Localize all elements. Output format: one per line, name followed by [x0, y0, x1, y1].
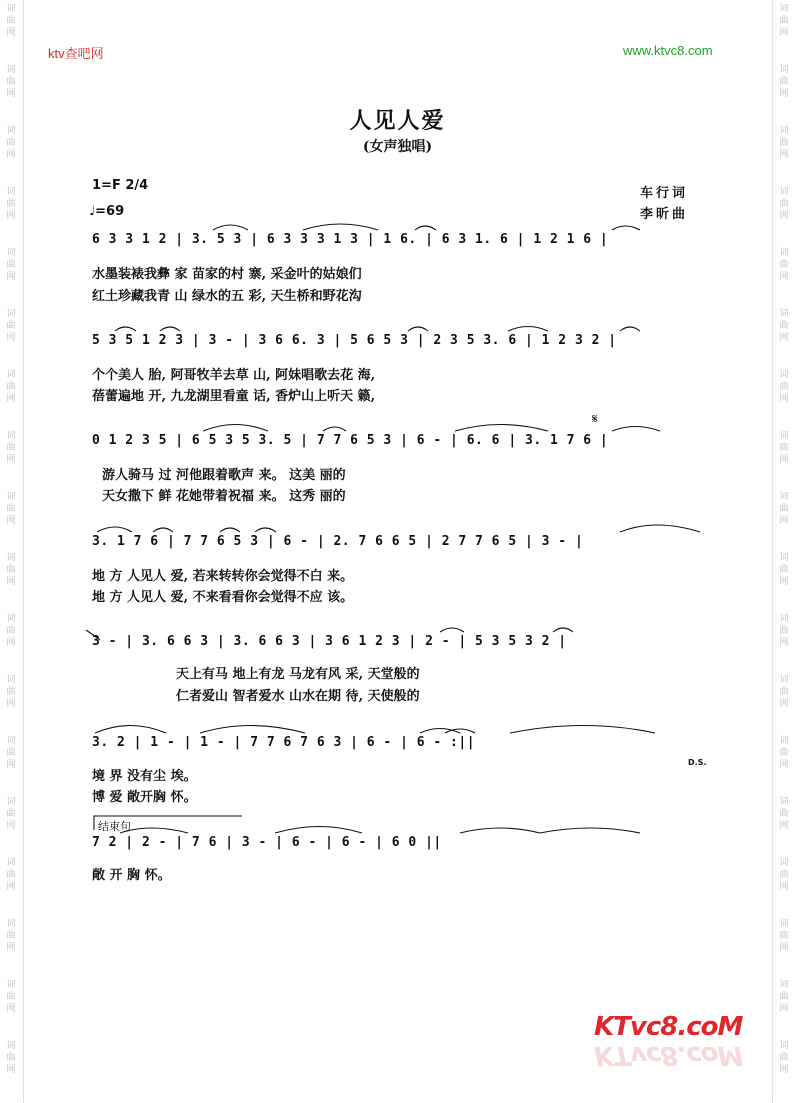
score-line-2-lyrics-verse1: 个个美人 胎, 阿哥牧羊去草 山, 阿妹唱歌去花 海,	[92, 368, 376, 383]
side-watermark-char: 网	[779, 1004, 789, 1014]
side-watermark-char: 词	[6, 187, 16, 197]
slur	[415, 226, 436, 230]
slur	[440, 628, 464, 632]
side-watermark-char: 曲	[6, 565, 16, 575]
side-watermark-char: 网	[779, 882, 789, 892]
slur	[200, 726, 305, 734]
slur	[540, 828, 640, 833]
side-watermark-char: 词	[6, 858, 16, 868]
side-watermark-char: 曲	[6, 443, 16, 453]
side-watermark-char: 曲	[6, 16, 16, 26]
score-line-6-lyrics-verse2: 博 爱 敞开胸 怀。	[92, 790, 197, 805]
side-watermark-char: 词	[779, 248, 789, 258]
side-watermark-char: 曲	[779, 77, 789, 87]
side-watermark-char: 词	[6, 675, 16, 685]
side-watermark-char: 词	[6, 126, 16, 136]
slur	[455, 425, 548, 432]
side-watermark-char: 曲	[779, 870, 789, 880]
side-watermark-char: 曲	[779, 443, 789, 453]
side-watermark-char: 词	[779, 675, 789, 685]
side-watermark-char: 词	[779, 187, 789, 197]
side-watermark-char: 网	[779, 943, 789, 953]
slur	[275, 827, 362, 834]
slur	[408, 327, 428, 331]
score-line-2-lyrics-verse2: 蓓蕾遍地 开, 九龙湖里看童 话, 香炉山上听天 籁,	[92, 389, 376, 404]
side-watermark-char: 曲	[6, 321, 16, 331]
score-line-1-notes: 6 3 3 1 2 | 3. 5 3 | 6 3 3 3 1 3 | 1 6. | 6 3 1. 6 | 1 2 1 6 |	[92, 232, 609, 247]
side-watermark-char: 曲	[779, 1053, 789, 1063]
slur	[303, 224, 378, 230]
slur	[115, 327, 136, 331]
side-watermark-char: 网	[779, 89, 789, 99]
side-watermark-char: 网	[779, 150, 789, 160]
slur	[120, 828, 188, 833]
side-watermark-char: 网	[6, 333, 16, 343]
side-watermark-char: 网	[779, 333, 789, 343]
dal-segno-mark: D.S.	[688, 758, 707, 767]
side-watermark-char: 曲	[779, 565, 789, 575]
side-watermark-char: 曲	[6, 626, 16, 636]
side-watermark-char: 网	[779, 211, 789, 221]
side-watermark-char: 曲	[779, 931, 789, 941]
side-watermark-char: 词	[779, 1041, 789, 1051]
slur	[86, 630, 100, 640]
side-watermark-char: 网	[6, 394, 16, 404]
score-line-1-lyrics-verse2: 红土珍藏我青 山 绿水的五 彩, 天生桥和野花沟	[92, 289, 362, 304]
slur	[620, 525, 700, 532]
slur	[510, 726, 655, 734]
side-watermark-char: 词	[6, 614, 16, 624]
side-watermark-char: 曲	[6, 138, 16, 148]
score-line-6-notes: 3. 2 | 1 - | 1 - | 7 7 6 7 6 3 | 6 - | 6 - :||	[92, 735, 476, 750]
slur	[508, 327, 548, 332]
side-watermark-char: 词	[6, 370, 16, 380]
side-watermark-char: 网	[6, 150, 16, 160]
side-watermark-char: 曲	[6, 931, 16, 941]
side-watermark-char: 网	[6, 882, 16, 892]
side-watermark-char: 网	[779, 272, 789, 282]
side-watermark-char: 网	[6, 89, 16, 99]
side-watermark-char: 曲	[779, 626, 789, 636]
side-watermark-char: 曲	[6, 809, 16, 819]
side-watermark-char: 曲	[779, 992, 789, 1002]
side-watermark-char: 网	[779, 821, 789, 831]
side-watermark-char: 词	[779, 492, 789, 502]
side-watermark-char: 网	[779, 577, 789, 587]
side-watermark-char: 词	[779, 431, 789, 441]
side-watermark-char: 曲	[779, 260, 789, 270]
song-subtitle: (女声独唱)	[362, 139, 433, 155]
side-watermark-char: 网	[6, 943, 16, 953]
side-watermark-char: 网	[779, 760, 789, 770]
side-watermark-char: 词	[779, 309, 789, 319]
side-watermark-char: 词	[779, 126, 789, 136]
score-line-5-lyrics-verse1: 天上有马 地上有龙 马龙有风 采, 天堂般的	[176, 667, 420, 682]
score-line-3-lyrics-verse2: 天女撒下 鲜 花她带着祝福 来。 这秀 丽的	[102, 489, 346, 504]
side-watermark-char: 词	[779, 797, 789, 807]
side-watermark-char: 网	[779, 394, 789, 404]
side-watermark-char: 词	[6, 1041, 16, 1051]
score-line-4-lyrics-verse1: 地 方 人见人 爱, 若来转转你会觉得不白 来。	[92, 569, 354, 584]
side-watermark-char: 网	[6, 638, 16, 648]
slur	[255, 528, 276, 532]
side-watermark-char: 网	[6, 1004, 16, 1014]
side-watermark-char: 网	[779, 638, 789, 648]
side-watermark-char: 词	[6, 797, 16, 807]
slur	[203, 425, 268, 432]
score-line-3-notes: 0 1 2 3 5 | 6 5 3 5 3. 5 | 7 7 6 5 3 | 6 - | 6. 6 | 3. 1 7 6 |	[92, 433, 609, 448]
side-watermark-char: 曲	[6, 992, 16, 1002]
side-watermark-char: 词	[779, 370, 789, 380]
score-line-3-lyrics-verse1: 游人骑马 过 河他跟着歌声 来。 这美 丽的	[102, 468, 346, 483]
side-watermark-char: 曲	[779, 16, 789, 26]
side-watermark-char: 网	[6, 211, 16, 221]
slur	[323, 427, 346, 431]
side-watermark-char: 网	[6, 577, 16, 587]
side-watermark-char: 曲	[6, 870, 16, 880]
side-watermark-char: 曲	[6, 748, 16, 758]
side-watermark-char: 曲	[6, 382, 16, 392]
side-watermark-char: 网	[6, 272, 16, 282]
slur	[460, 828, 540, 833]
segno-sign: 𝄋	[592, 412, 598, 427]
side-watermark-char: 词	[779, 614, 789, 624]
side-watermark-char: 曲	[779, 687, 789, 697]
side-watermark-char: 词	[6, 4, 16, 14]
song-title: 人见人爱	[349, 108, 446, 134]
side-watermark-char: 曲	[779, 382, 789, 392]
side-watermark-char: 曲	[6, 504, 16, 514]
side-watermark-char: 曲	[6, 77, 16, 87]
side-watermark-char: 词	[6, 553, 16, 563]
side-watermark-char: 词	[779, 65, 789, 75]
score-line-5-notes: 3 - | 3. 6 6 3 | 3. 6 6 3 | 3 6 1 2 3 | 2 - | 5 3 5 3 2 |	[92, 634, 567, 649]
site-url-link[interactable]: www.ktvc8.com	[623, 43, 713, 58]
side-watermark-char: 曲	[6, 687, 16, 697]
slur	[612, 427, 660, 432]
slur	[612, 226, 640, 230]
side-watermark-char: 网	[779, 455, 789, 465]
footer-logo-reflection: KTvc8.coM	[594, 1040, 743, 1070]
side-watermark-char: 网	[6, 516, 16, 526]
side-watermark-char: 曲	[779, 504, 789, 514]
side-watermark-char: 词	[6, 431, 16, 441]
side-watermark-char: 词	[779, 4, 789, 14]
side-watermark-char: 网	[6, 760, 16, 770]
side-watermark-char: 曲	[779, 809, 789, 819]
score-line-4-notes: 3. 1 7 6 | 7 7 6 5 3 | 6 - | 2. 7 6 6 5 | 2 7 7 6 5 | 3 - |	[92, 534, 584, 549]
side-watermark-char: 曲	[779, 138, 789, 148]
slur	[97, 527, 132, 532]
key-signature: 1=F 2/4	[92, 178, 149, 193]
side-watermark-char: 词	[6, 248, 16, 258]
side-watermark-char: 网	[6, 821, 16, 831]
side-watermark-char: 网	[6, 699, 16, 709]
side-watermark-char: 曲	[779, 199, 789, 209]
score-line-1-lyrics-verse1: 水墨装裱我彝 家 苗家的村 寨, 采金叶的姑娘们	[92, 267, 362, 282]
side-watermark-char: 曲	[779, 321, 789, 331]
slur	[160, 327, 180, 331]
side-watermark-char: 词	[6, 980, 16, 990]
side-watermark-char: 网	[779, 516, 789, 526]
side-watermark-char: 网	[779, 1065, 789, 1075]
tempo-marking: ♩=69	[89, 204, 125, 219]
side-watermark-char: 网	[6, 28, 16, 38]
side-watermark-char: 词	[6, 492, 16, 502]
side-watermark-char: 词	[6, 736, 16, 746]
footer-logo: KTvc8.coM	[594, 1012, 743, 1042]
side-watermark-char: 词	[779, 980, 789, 990]
side-watermark-char: 网	[6, 455, 16, 465]
coda-lyrics: 敞 开 胸 怀。	[92, 868, 171, 883]
side-watermark-char: 词	[779, 553, 789, 563]
score-line-6-lyrics-verse1: 境 界 没有尘 埃。	[92, 769, 197, 784]
side-watermark-char: 词	[6, 309, 16, 319]
side-watermark-char: 曲	[779, 748, 789, 758]
coda-bracket	[94, 816, 242, 830]
side-watermark-char: 曲	[6, 199, 16, 209]
coda-notes: 7 2 | 2 - | 7 6 | 3 - | 6 - | 6 - | 6 0 ||	[92, 835, 442, 850]
score-line-5-lyrics-verse2: 仁者爱山 智者爱水 山水在期 待, 天使般的	[176, 689, 420, 704]
slur	[620, 327, 640, 331]
score-line-2-notes: 5 3 5 1 2 3 | 3 - | 3 6 6. 3 | 5 6 5 3 | 2 3 5 3. 6 | 1 2 3 2 |	[92, 333, 617, 348]
slur	[213, 225, 248, 230]
side-watermark-char: 网	[779, 28, 789, 38]
side-watermark-char: 网	[6, 1065, 16, 1075]
side-watermark-char: 词	[6, 65, 16, 75]
slur	[95, 726, 166, 734]
side-watermark-char: 曲	[6, 260, 16, 270]
coda-label: 结束句	[98, 820, 131, 833]
side-watermark-char: 词	[779, 736, 789, 746]
composer-credit: 李昕曲	[640, 207, 689, 222]
slur	[220, 528, 240, 532]
side-watermark-char: 词	[779, 919, 789, 929]
slur	[553, 628, 573, 632]
side-watermark-char: 词	[6, 919, 16, 929]
site-name[interactable]: ktv查吧网	[48, 46, 104, 61]
score-line-4-lyrics-verse2: 地 方 人见人 爱, 不来看看你会觉得不应 该。	[92, 590, 354, 605]
lyricist-credit: 车行词	[640, 186, 689, 201]
side-watermark-char: 曲	[6, 1053, 16, 1063]
side-watermark-char: 网	[779, 699, 789, 709]
side-watermark-char: 词	[779, 858, 789, 868]
slur	[153, 528, 173, 532]
